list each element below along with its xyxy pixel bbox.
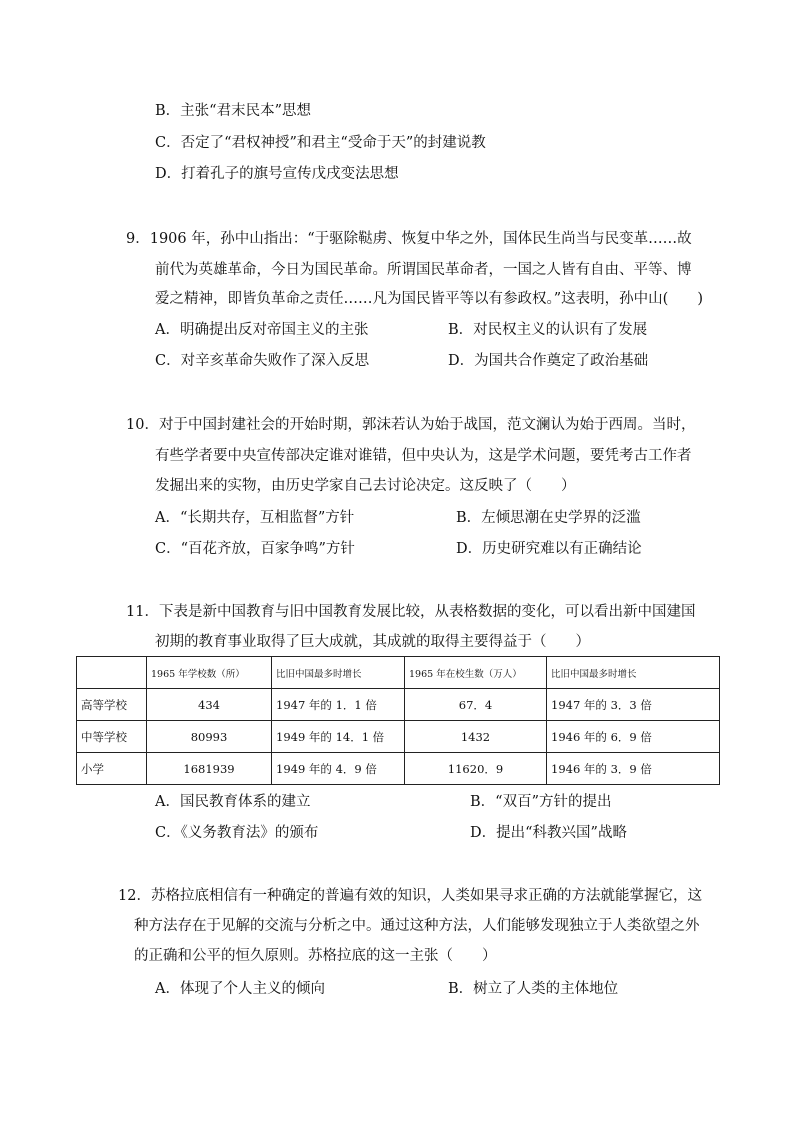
table-header-cell <box>77 657 147 689</box>
q10-option-a: A．“长期共存，互相监督”方针 <box>155 510 355 526</box>
table-cell: 1946 年的 3．9 倍 <box>547 753 720 785</box>
q10-option-c: C．“百花齐放，百家争鸣”方针 <box>155 541 355 557</box>
table-header-row <box>77 657 720 689</box>
q9-stem-line1: 9．1906 年，孙中山指出：“于驱除鞑虏、恢复中华之外，国体民生尚当与民变革……故 <box>126 231 692 247</box>
table-cell: 11620．9 <box>405 753 547 785</box>
table-cell: 434 <box>147 689 272 721</box>
table-header-cell: 比旧中国最多时增长 <box>272 657 405 689</box>
education-comparison-table <box>76 656 720 785</box>
q12-stem-line3: 的正确和公平的恒久原则。苏格拉底的这一主张（ ） <box>134 948 497 964</box>
q10-option-b: B．左倾思潮在史学界的泛滥 <box>456 510 641 526</box>
q11-stem-line2: 初期的教育事业取得了巨大成就，其成就的取得主要得益于（ ） <box>155 634 590 650</box>
q12-option-a: A．体现了个人主义的倾向 <box>155 981 325 997</box>
table-cell: 1432 <box>405 721 547 753</box>
q9-option-d: D．为国共合作奠定了政治基础 <box>448 353 649 369</box>
table-row <box>77 689 720 721</box>
table-cell: 小学 <box>77 753 147 785</box>
table-cell: 80993 <box>147 721 272 753</box>
table-header-cell: 比旧中国最多时增长 <box>547 657 720 689</box>
table-cell: 1946 年的 6．9 倍 <box>547 721 720 753</box>
q11-option-c: C．《义务教育法》的颁布 <box>155 825 319 841</box>
q8-option-c: C．否定了“君权神授”和君主“受命于天”的封建说教 <box>155 135 486 151</box>
table-cell: 1949 年的 14．1 倍 <box>272 721 405 753</box>
q9-stem-line3: 爱之精神，即皆负革命之责任……凡为国民皆平等以有参政权。”这表明，孙中山( ) <box>155 291 703 307</box>
q9-stem-line2: 前代为英雄革命，今日为国民革命。所谓国民革命者，一国之人皆有自由、平等、博 <box>155 262 692 278</box>
table-header-cell: 1965 年学校数（所） <box>147 657 272 689</box>
table-cell: 1947 年的 1．1 倍 <box>272 689 405 721</box>
table-header-cell: 1965 年在校生数（万人） <box>405 657 547 689</box>
q12-stem-line1: 12．苏格拉底相信有一种确定的普遍有效的知识，人类如果寻求正确的方法就能掌握它，这 <box>118 888 702 904</box>
table-row <box>77 721 720 753</box>
table-cell: 1949 年的 4．9 倍 <box>272 753 405 785</box>
q12-option-b: B．树立了人类的主体地位 <box>448 981 619 997</box>
q9-option-c: C．对辛亥革命失败作了深入反思 <box>155 353 370 369</box>
q8-option-d: D．打着孔子的旗号宣传戊戌变法思想 <box>155 166 399 182</box>
q8-option-b: B．主张“君末民本”思想 <box>155 103 311 119</box>
q10-stem-line2: 有些学者要中央宣传部决定谁对谁错，但中央认为，这是学术问题，要凭考古工作者 <box>155 448 692 464</box>
q10-stem-line3: 发掘出来的实物，由历史学家自己去讨论决定。这反映了（ ） <box>155 478 576 494</box>
table-row <box>77 753 720 785</box>
table-cell: 中等学校 <box>77 721 147 753</box>
q10-stem-line1: 10．对于中国封建社会的开始时期，郭沫若认为始于战国，范文澜认为始于西周。当时， <box>126 417 696 433</box>
q9-option-b: B．对民权主义的认识有了发展 <box>448 322 648 338</box>
q11-stem-line1: 11．下表是新中国教育与旧中国教育发展比较，从表格数据的变化，可以看出新中国建国 <box>126 604 696 620</box>
q11-option-b: B．“双百”方针的提出 <box>470 794 612 810</box>
table-cell: 1681939 <box>147 753 272 785</box>
table-cell: 高等学校 <box>77 689 147 721</box>
table-cell: 1947 年的 3．3 倍 <box>547 689 720 721</box>
q11-option-d: D．提出“科教兴国”战略 <box>470 825 627 841</box>
q11-option-a: A．国民教育体系的建立 <box>155 794 311 810</box>
q10-option-d: D．历史研究难以有正确结论 <box>456 541 642 557</box>
table-cell: 67．4 <box>405 689 547 721</box>
q9-option-a: A．明确提出反对帝国主义的主张 <box>155 322 369 338</box>
q12-stem-line2: 种方法存在于见解的交流与分析之中。通过这种方法，人们能够发现独立于人类欲望之外 <box>134 918 700 934</box>
